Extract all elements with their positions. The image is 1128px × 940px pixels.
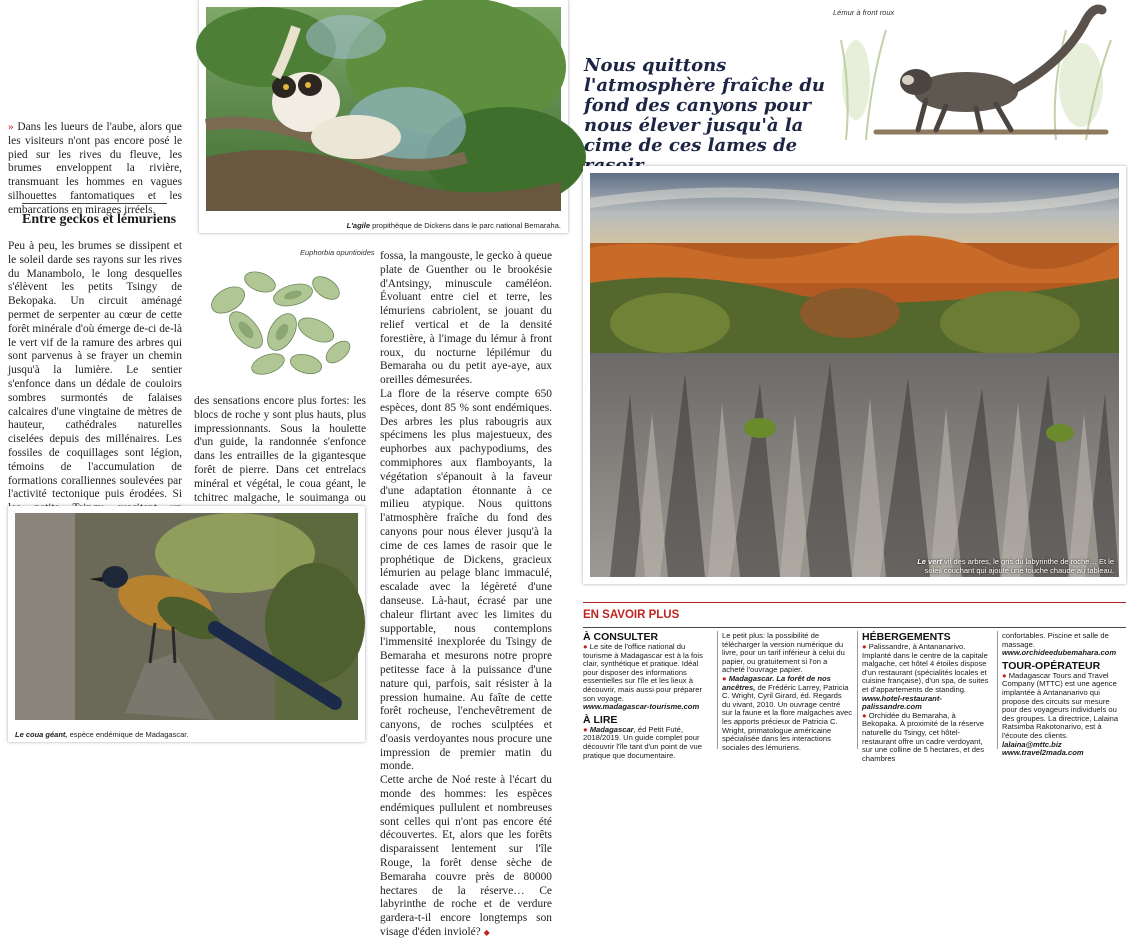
lemur-label: Lémur à front roux bbox=[833, 8, 895, 17]
consulter-bullet: ● bbox=[583, 642, 588, 651]
end-mark: ◆ bbox=[483, 928, 490, 938]
coua-photo bbox=[8, 506, 365, 742]
intro-text: Dans les lueurs de l'aube, alors que les visiteurs n'ont pas encore posé le pied sur les rives du fleuve, les brumes enveloppent la rivière, transmuant les hommes en vagues silhouettes fantomatiques et les embarcations en mirages irréels. bbox=[8, 121, 182, 216]
info-separator-2 bbox=[857, 631, 858, 749]
col3-paragraph-3: Cette arche de Noé reste à l'écart du monde des hommes: les espèces endémiques pullulent et nombreuses sont celles qui n'ont pas encore été découvertes. Et, alors que les forêts disparaissent lentement sur l'île Rouge, la forêt dense sèche de Bemaraha couvre près de 80000 hectares de la réserve… Ce labyrinthe de roche et de verdure gardera-t-il encore longtemps son visage d'éden inviolé? bbox=[380, 774, 552, 939]
article-column-2: des sensations encore plus fortes: les blocs de roche y sont plus hauts, plus impressionnants. Sous la houlette d'un guide, la randonnée s'enfonce dans les entrailles de la gigantesque forêt de pierre. Dans cet entrelacs minéral et végétal, le coua géant, le tchitrec malgache, le souimanga ou bbox=[194, 395, 366, 504]
info-separator-3 bbox=[997, 631, 998, 749]
tour-bullet: ● bbox=[1002, 670, 1007, 680]
article-column-1: Peu à peu, les brumes se dissipent et le soleil darde ses rayons sur les rives du Manambolo, le long desquelles s'élèvent les petits Tsingy de Bekopaka. Un circuit aménagé permet de serpenter au cœur de cette forêt minérale d'où émerge de-ci de-là le vert vif de la ramure des arbres qui sont parvenus à se frayer un chemin jusqu'à la lumière. Le sentier s'enfonce dans un dédale de couloirs sombres surmontés de falaises calcaires d'une vingtaine de mètres de hauteur, cathédrales naturelles ciselées depuis des millénaires. Les fossiles de coquillages sont légion, témoins de l'accumulation de formations coralliennes soulevées par l'activité tectonique puis érodées. Si bbox=[8, 240, 182, 501]
sifaka-image bbox=[206, 7, 561, 211]
hebergements-heading: HÉBERGEMENTS bbox=[862, 631, 951, 643]
info-col-hebergements: HÉBERGEMENTS ● Palissandre, à Antananarivo. Implanté dans le centre de la capitale malgache, cet hôtel 4 étoiles dispose d'un restaurant (spécialités locales et cuisine française), d'un spa, de suites et d'appartements de standing. www.hotel-restaurant-palissandre.com ● Orchidée du Bemaraha, à Bekopaka. À proximité de la réserve naturelle du Tsingy, cet hôtel-restaurant offre un cadre verdoyant, sur une colline de 5 hectares, et des chambres bbox=[862, 631, 992, 763]
orchidee-link[interactable]: www.orchideedubemahara.com bbox=[1002, 648, 1117, 658]
lire-bullet: ● bbox=[583, 724, 588, 734]
tsingy-image bbox=[590, 173, 1119, 577]
palissandre-link[interactable]: www.hotel-restaurant-palissandre.com bbox=[862, 693, 942, 712]
pull-quote: Nous quittons l'atmosphère fraîche du fond des canyons pour nous élever jusqu'à la cime de ces lames de bbox=[584, 55, 826, 156]
sifaka-caption: L'agile propithèque de Dickens dans le parc national Bemaraha. bbox=[346, 220, 561, 230]
info-box bbox=[583, 602, 1126, 763]
euphorbia-label: Euphorbia opuntioides bbox=[300, 248, 375, 257]
euphorbia-illustration bbox=[198, 260, 366, 388]
col2-bullet: ● bbox=[722, 673, 727, 683]
intro-marker: » bbox=[8, 121, 14, 133]
coua-image bbox=[15, 513, 358, 720]
info-col-consulter: À CONSULTER ● Le site de l'office national du tourisme à Madagascar est à la fois clair, synthétique et pratique. Idéal pour disposer des informations essentielles sur l'île et les lieux à découvrir, mais aussi pour préparer son voyage. www.madagascar-tourisme.com À LIRE ● Madagascar, éd Petit Futé, 2018/2019. Un guide complet pour découvrir l'île tant d'un point de vue pratique que documentaire. bbox=[583, 631, 711, 760]
info-col-4: confortables. Piscine et salle de massage. www.orchideedubemahara.com TOUR-OPÉRATEUR ● Madagascar Tours and Travel Company (MTTC) est une agence implantée à Antananarivo qui propose des circuits sur mesure pour des voyageurs individuels ou des groupes. La directrice, Lalaina Ratsimba Rakotonarivo, est à l'écoute des clients. lalaina@mttc.biz www.travel2mada.com bbox=[1002, 632, 1126, 758]
col3-paragraph-2: La flore de la réserve compte 650 espèces, dont 85 % sont endémiques. Des arbres les plus rabougris aux spécimens les plus majestueux, des euphorbes aux pachypodiums, des commiphores aux flamboyants, la végétation s'épanouit à la faveur d'une adaptation étonnante à ce milieu atypique. Nous quittons l'atmosphère fraîche du fond des canyons pour nous élever jusqu'à la cime de ces lames de rasoir que le prophétique de Dickens, gracieux lémurien au pelage blanc immaculé, escalade avec la légèreté d'une danseuse. Là-haut, écrasé par une chaleur flirtant avec les limites du supportable, nous contemplons l'immensité inexplorée du Tsingy de Bemaraha et mesurons notre propre petitesse face à la puissance d'une nature qui, parfois, sait résister à la pression humaine. Au faîte de cette forêt rocheuse, l'enchevêtrement de canyons, de roches sculptées et d'oasis verdoyantes nous procure une impression de premier matin du monde. bbox=[380, 387, 552, 773]
consulter-link[interactable]: www.madagascar-tourisme.com bbox=[583, 702, 700, 712]
heb-bullet-1: ● bbox=[862, 642, 867, 651]
info-col-2: Le petit plus: la possibilité de télécharger la version numérique du livre, pour un tarif inférieur à celui du papier, ou gratuitement si l'on a acheté l'ouvrage papier. ● Madagascar. La forêt de nos ancêtres, de Frédéric Larrey, Patricia C. Wright, Cyril Girard, éd. Regards du vivant, 2010. Un ouvrage centré sur la faune et la flore malgaches avec les apports précieux de Patricia C. Wright, primatologue américaine spécialisée dans les interactions sociales des lémuriens. bbox=[722, 631, 853, 752]
coua-caption: Le coua géant, espèce endémique de Madagascar. bbox=[15, 729, 189, 739]
heading-rule bbox=[22, 203, 167, 204]
travel2mada-link[interactable]: www.travel2mada.com bbox=[1002, 748, 1084, 758]
tsingy-photo bbox=[583, 166, 1126, 584]
tsingy-caption: Le vert vif des arbres, le gris du labyrinthe de roche… Et le soleil couchant qui ajoute une touche chaude au tableau. bbox=[917, 557, 1114, 575]
consulter-heading: À CONSULTER bbox=[583, 631, 659, 643]
tour-operateur-heading: TOUR-OPÉRATEUR bbox=[1002, 659, 1101, 672]
lire-heading: À LIRE bbox=[583, 713, 618, 726]
col3-paragraph-1: fossa, la mangouste, le gecko à queue plate de Guenther ou le brookésie d'Antsingy, minuscule caméléon. Évoluant entre ciel et terre, les lémuriens cabriolent, se jouant du relief vertical et de la densité forestière, à l'image du lémur à front roux, du nocturne lépilémur du Bemaraha ou du petit aye-aye, aux oreilles démesurées. bbox=[380, 250, 552, 387]
sifaka-photo bbox=[199, 0, 568, 233]
mttc-email[interactable]: lalaina@mttc.biz bbox=[1002, 739, 1062, 749]
lemur-illustration bbox=[826, 0, 1124, 145]
info-separator-1 bbox=[717, 631, 718, 749]
section-heading: Entre geckos et lémuriens bbox=[22, 212, 176, 228]
info-title: EN SAVOIR PLUS bbox=[583, 609, 680, 621]
article-column-3 bbox=[380, 250, 552, 939]
heb-bullet-2: ● bbox=[862, 710, 867, 720]
info-title-rule bbox=[583, 627, 1126, 628]
